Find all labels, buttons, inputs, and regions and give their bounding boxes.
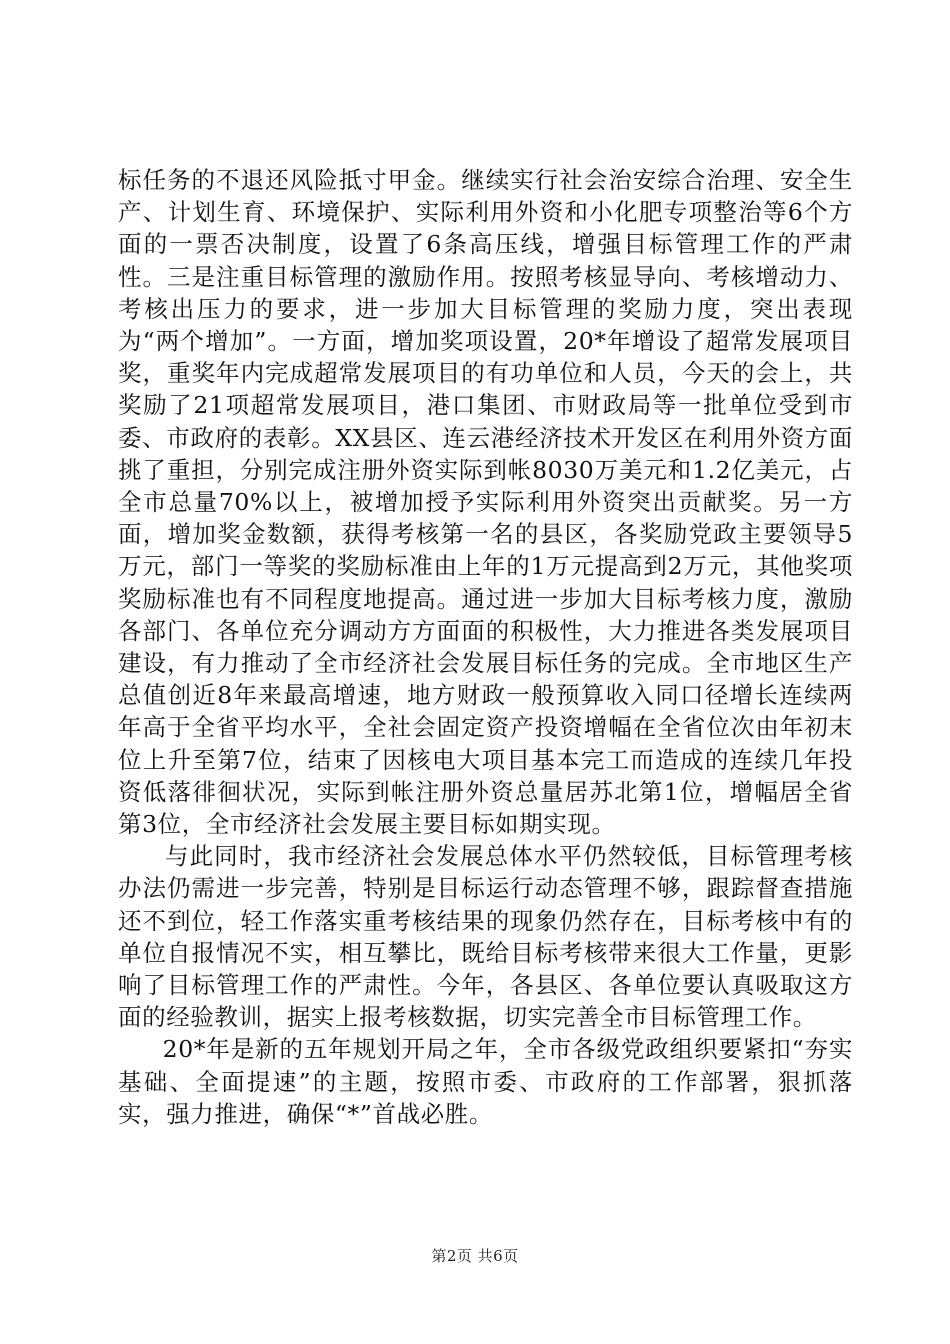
- paragraph-shortcomings: 与此同时，我市经济社会发展总体水平仍然较低，目标管理考核办法仍需进一步完善，特别是目标运行动态管理不够，跟踪督查措施还不到位，轻工作落实重考核结果的现象仍然存在，目标考核中有的单位自报情况不实，相互攀比，既给目标考核带来很大工作量，更影响了目标管理工作的严肃性。今年，各县区、各单位要认真吸取这方面的经验教训，据实上报考核数据，切实完善全市目标管理工作。: [118, 842, 853, 1032]
- page-number-footer: 第2页 共6页: [431, 1247, 519, 1265]
- paragraph-target-incentives: 标任务的不退还风险抵寸甲金。继续实行社会治安综合治理、安全生产、计划生育、环境保护、实际利用外资和小化肥专项整治等6个方面的一票否决制度，设置了6条高压线，增强目标管理工作的严肃性。三是注重目标管理的激励作用。按照考核显导向、考核增动力、考核出压力的要求，进一步加大目标管理的奖励力度，突出表现为“两个增加”。一方面，增加奖项设置，20*年增设了超常发展项目奖，重奖年内完成超常发展项目的有功单位和人员，今天的会上，共奖励了21项超常发展项目，港口集团、市财政局等一批单位受到市委、市政府的表彰。XX县区、连云港经济技术开发区在利用外资方面挑了重担，分别完成注册外资实际到帐8030万美元和1.2亿美元，占全市总量70%以上，被增加授予实际利用外资突出贡献奖。另一方面，增加奖金数额，获得考核第一名的县区，各奖励党政主要领导5万元，部门一等奖的奖励标准由上年的1万元提高到2万元，其他奖项奖励标准也有不同程度地提高。通过进一步加大目标考核力度，激励各部门、各单位充分调动方方面面的积极性，大力推进各类发展项目建设，有力推动了全市经济社会发展目标任务的完成。全市地区生产总值创近8年来最高增速，地方财政一般预算收入同口径增长连续两年高于全省平均水平，全社会固定资产投资增幅在全省位次由年初末位上升至第7位，结束了因核电大项目基本完工而造成的连续几年投资低落徘徊状况，实际到帐注册外资总量居苏北第1位，增幅居全省第3位，全市经济社会发展主要目标如期实现。: [118, 166, 853, 839]
- body-text: [118, 164, 853, 1130]
- paragraph-outlook: 20*年是新的五年规划开局之年，全市各级党政组织要紧扣“夯实基础、全面提速”的主题，按照市委、市政府的工作部署，狠抓落实，强力推进，确保“*”首战必胜。: [118, 1035, 853, 1128]
